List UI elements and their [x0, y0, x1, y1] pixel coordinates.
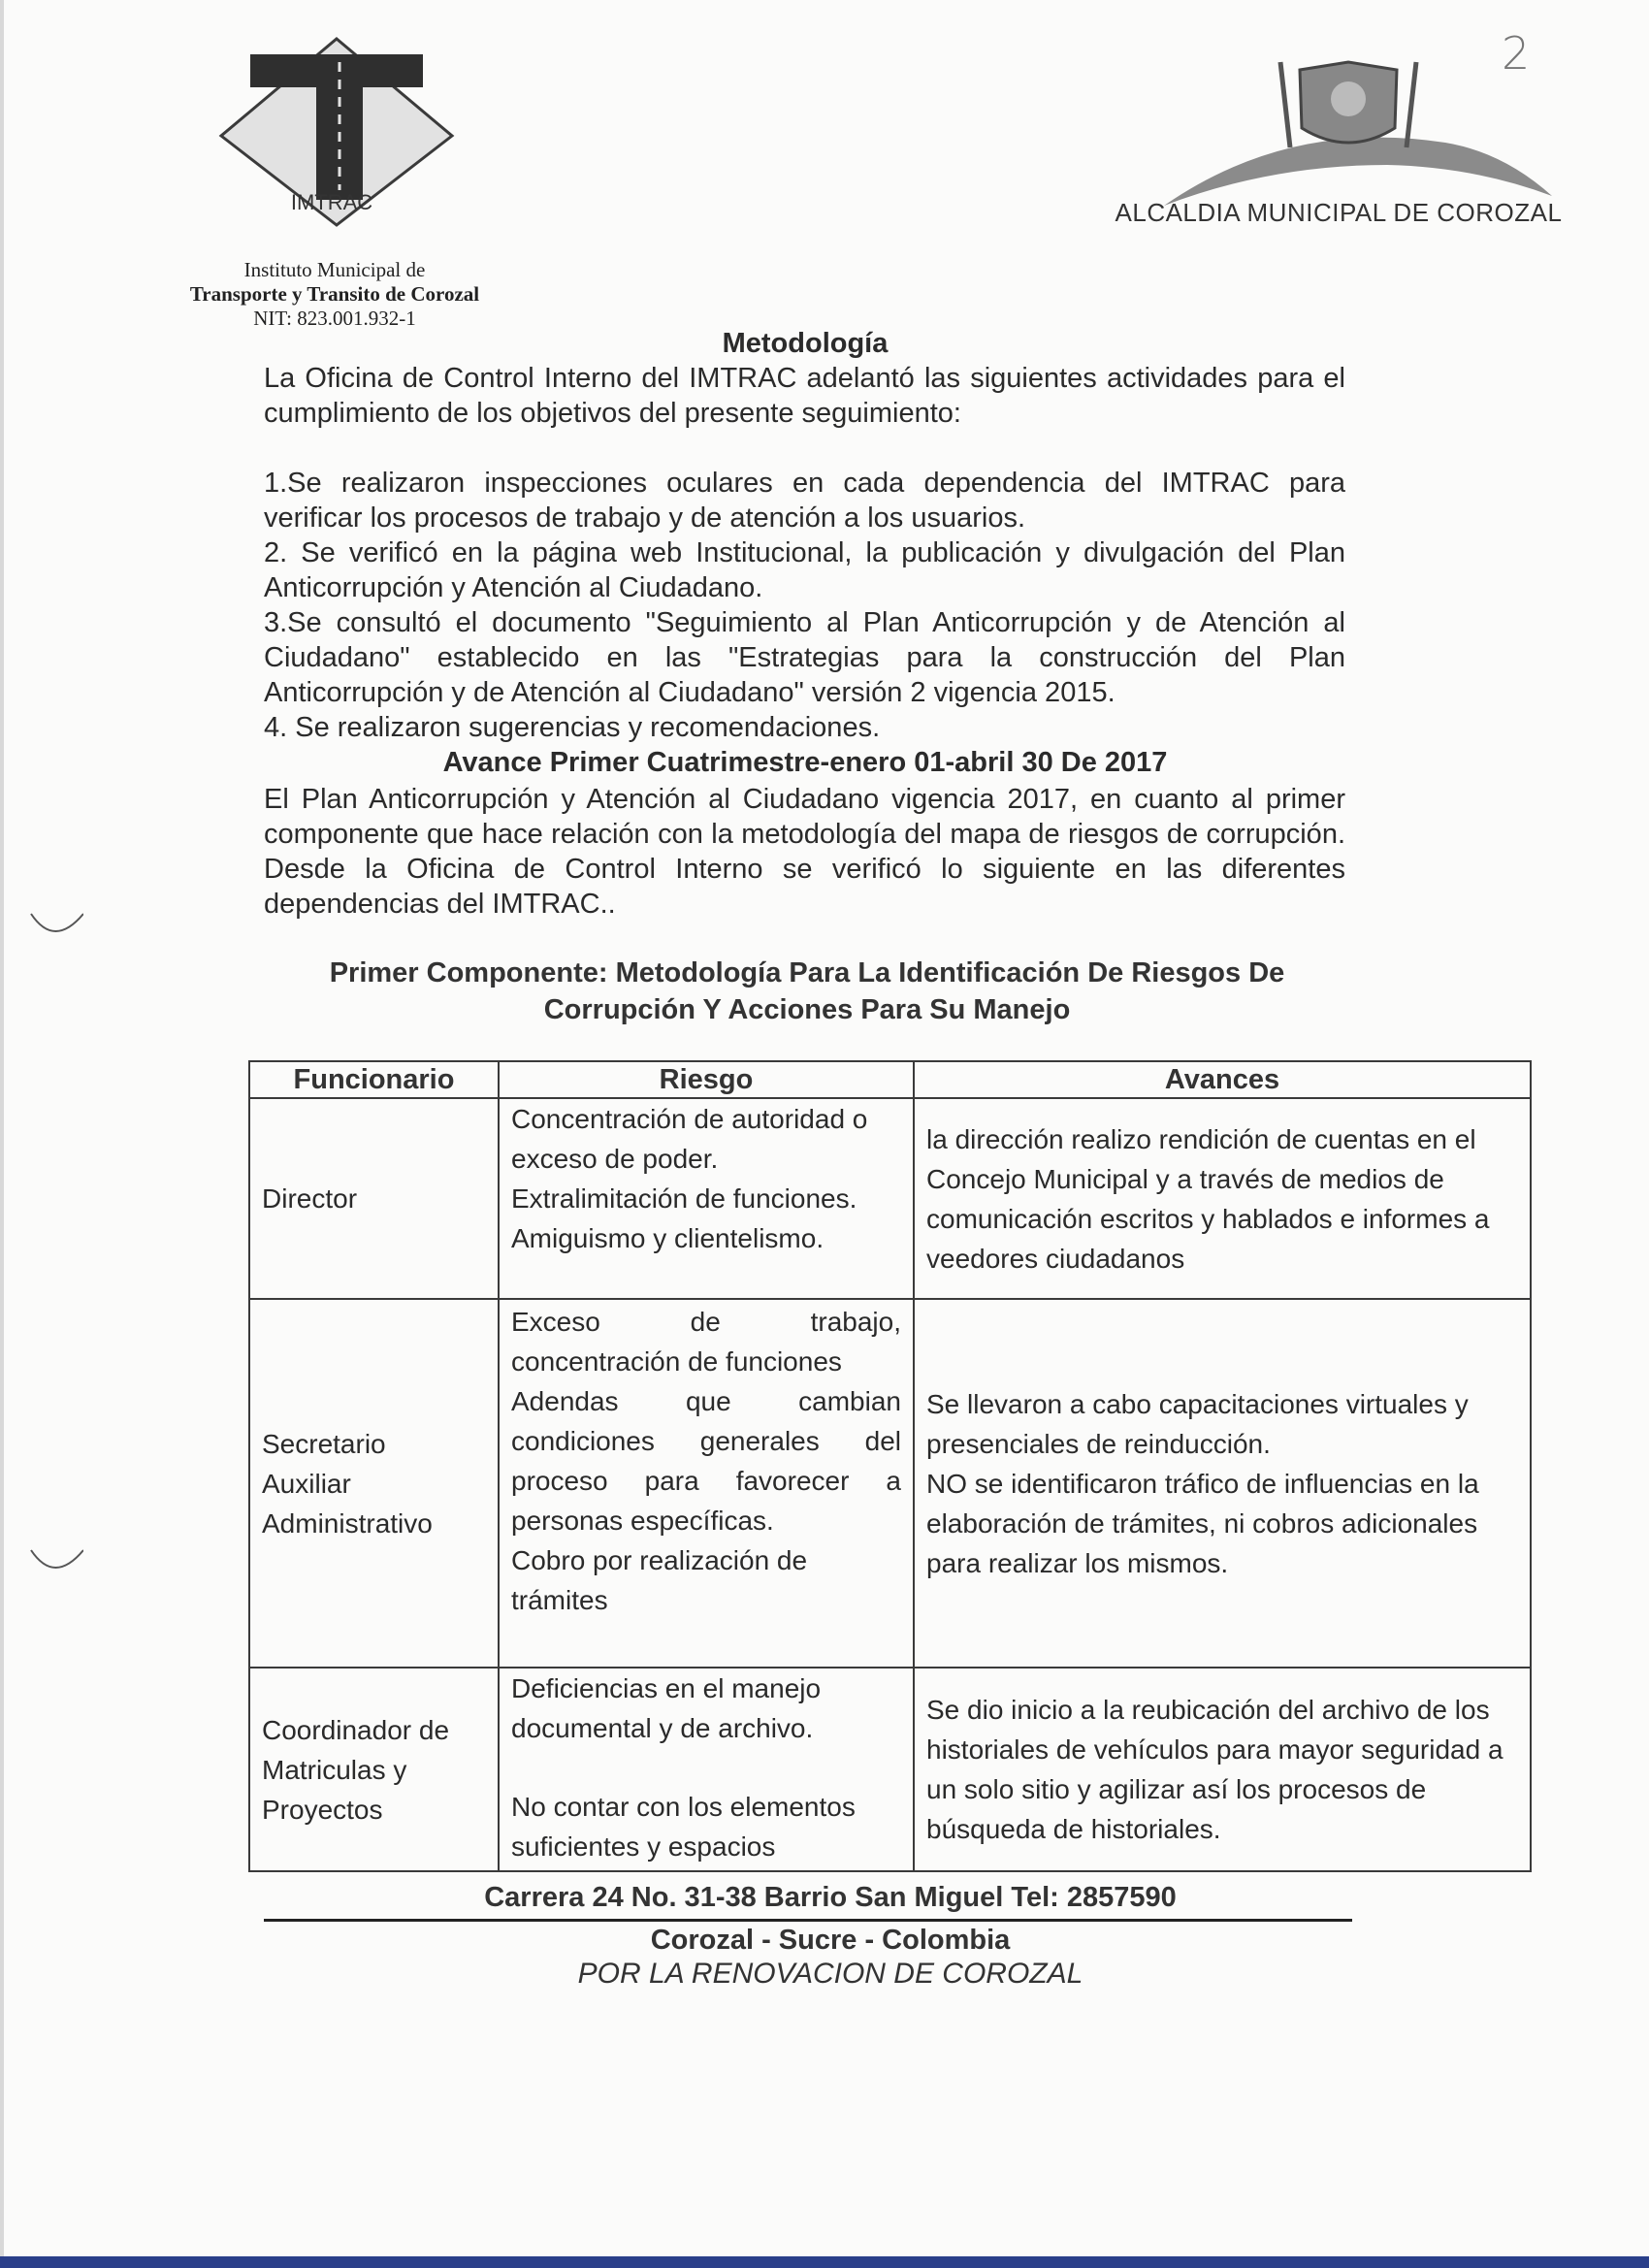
avance-item: Se llevaron a cabo capacitaciones virtuales y presenciales de reinducción. [926, 1388, 1469, 1459]
cell-riesgo [499, 1668, 914, 1871]
table-row [249, 1299, 1531, 1668]
risk-item: Cobro por realización de trámites [511, 1545, 808, 1615]
org-nit: NIT: 823.001.932-1 [253, 307, 416, 330]
scan-edge [0, 0, 4, 2268]
activity-item: 2. Se verificó en la página web Institucional, la publicación y divulgación del Plan Anticorrupción y Atención al Ciudadano. [264, 537, 1345, 603]
footer-divider [264, 1919, 1352, 1922]
component-title-line1: Primer Componente: Metodología Para La Identificación De Riesgos De [329, 957, 1285, 988]
page-number: 2 [1502, 27, 1531, 80]
risk-item: No contar con los elementos suficientes y espacios [511, 1792, 856, 1862]
header-avances: Avances [914, 1061, 1531, 1098]
cell-avances: la dirección realizo rendición de cuentas en el Concejo Municipal y a través de medios de comunicación escritos y hablados e informes a veedores ciudadanos [914, 1098, 1531, 1299]
section-title-avance: Avance Primer Cuatrimestre-enero 01-abril 30 De 2017 [442, 747, 1168, 778]
avance-text: El Plan Anticorrupción y Atención al Ciudadano vigencia 2017, en cuanto al primer componente que hace relación con la metodología del mapa de riesgos de corrupción. Desde la Oficina de Control Interno se verificó lo siguiente en las diferentes dependencias del IMTRAC.. [264, 784, 1345, 920]
header-funcionario: Funcionario [249, 1061, 499, 1098]
cell-avances: Se dio inicio a la reubicación del archivo de los historiales de vehículos para mayor seguridad a un solo sitio y agilizar así los procesos de búsqueda de historiales. [914, 1668, 1531, 1871]
imtrac-logo [215, 35, 458, 229]
risk-item: Amiguismo y clientelismo. [511, 1223, 824, 1253]
cell-funcionario: Secretario Auxiliar Administrativo [249, 1299, 499, 1668]
table-header-row [249, 1061, 1531, 1098]
binder-hole-icon [25, 902, 83, 941]
component-title [264, 955, 1350, 1028]
table-row [249, 1098, 1531, 1299]
logo-text: IMTRAC [290, 190, 373, 214]
binder-hole-icon [25, 1539, 83, 1577]
org-info [146, 258, 524, 331]
alcaldia-name: ALCALDIA MUNICIPAL DE COROZAL [1115, 198, 1563, 227]
footer-motto: POR LA RENOVACION DE COROZAL [577, 1958, 1083, 1990]
avance-paragraph [264, 782, 1345, 922]
cell-riesgo [499, 1299, 914, 1668]
cell-funcionario: Coordinador de Matriculas y Proyectos [249, 1668, 499, 1871]
risk-item: Adendas que cambian condiciones generales del proceso para favorecer a personas específicas. [511, 1386, 901, 1536]
cell-funcionario: Director [249, 1098, 499, 1299]
org-name-line2: Transporte y Transito de Corozal [189, 282, 480, 306]
component-title-line2: Corrupción Y Acciones Para Su Manejo [543, 994, 1071, 1025]
activity-item: 4. Se realizaron sugerencias y recomendaciones. [264, 712, 881, 743]
footer-city: Corozal - Sucre - Colombia [650, 1925, 1011, 1956]
activity-item: 1.Se realizaron inspecciones oculares en cada dependencia del IMTRAC para verificar los procesos de trabajo y de atención a los usuarios. [264, 468, 1345, 534]
risk-item: Concentración de autoridad o exceso de poder. [511, 1104, 868, 1174]
scan-bottom-edge [0, 2256, 1649, 2268]
activity-item: 3.Se consultó el documento "Seguimiento al Plan Anticorrupción y de Atención al Ciudadano" establecido en las "Estrategias para la construcción del Plan Anticorrupción y de Atención al Ciudadano" versión 2 vigencia 2015. [264, 607, 1345, 708]
avance-item: NO se identificaron tráfico de influencias en la elaboración de trámites, ni cobros adicionales para realizar los mismos. [926, 1468, 1479, 1578]
risk-table [248, 1060, 1532, 1872]
risk-item: Extralimitación de funciones. [511, 1183, 857, 1214]
risk-item: Exceso de trabajo, concentración de funciones [511, 1307, 901, 1377]
risk-item: Deficiencias en el manejo documental y de archivo. [511, 1673, 822, 1743]
cell-riesgo [499, 1098, 914, 1299]
header-riesgo: Riesgo [499, 1061, 914, 1098]
footer-address: Carrera 24 No. 31-38 Barrio San Miguel Tel: 2857590 [484, 1882, 1177, 1913]
intro-text: La Oficina de Control Interno del IMTRAC adelantó las siguientes actividades para el cumplimiento de los objetivos del presente seguimiento: [264, 363, 1345, 429]
table-row [249, 1668, 1531, 1871]
activities-list [264, 466, 1345, 745]
org-name-line1: Instituto Municipal de [243, 258, 426, 281]
cell-avances [914, 1299, 1531, 1668]
intro-paragraph [264, 361, 1345, 431]
section-title-metodologia: Metodología [722, 328, 889, 359]
